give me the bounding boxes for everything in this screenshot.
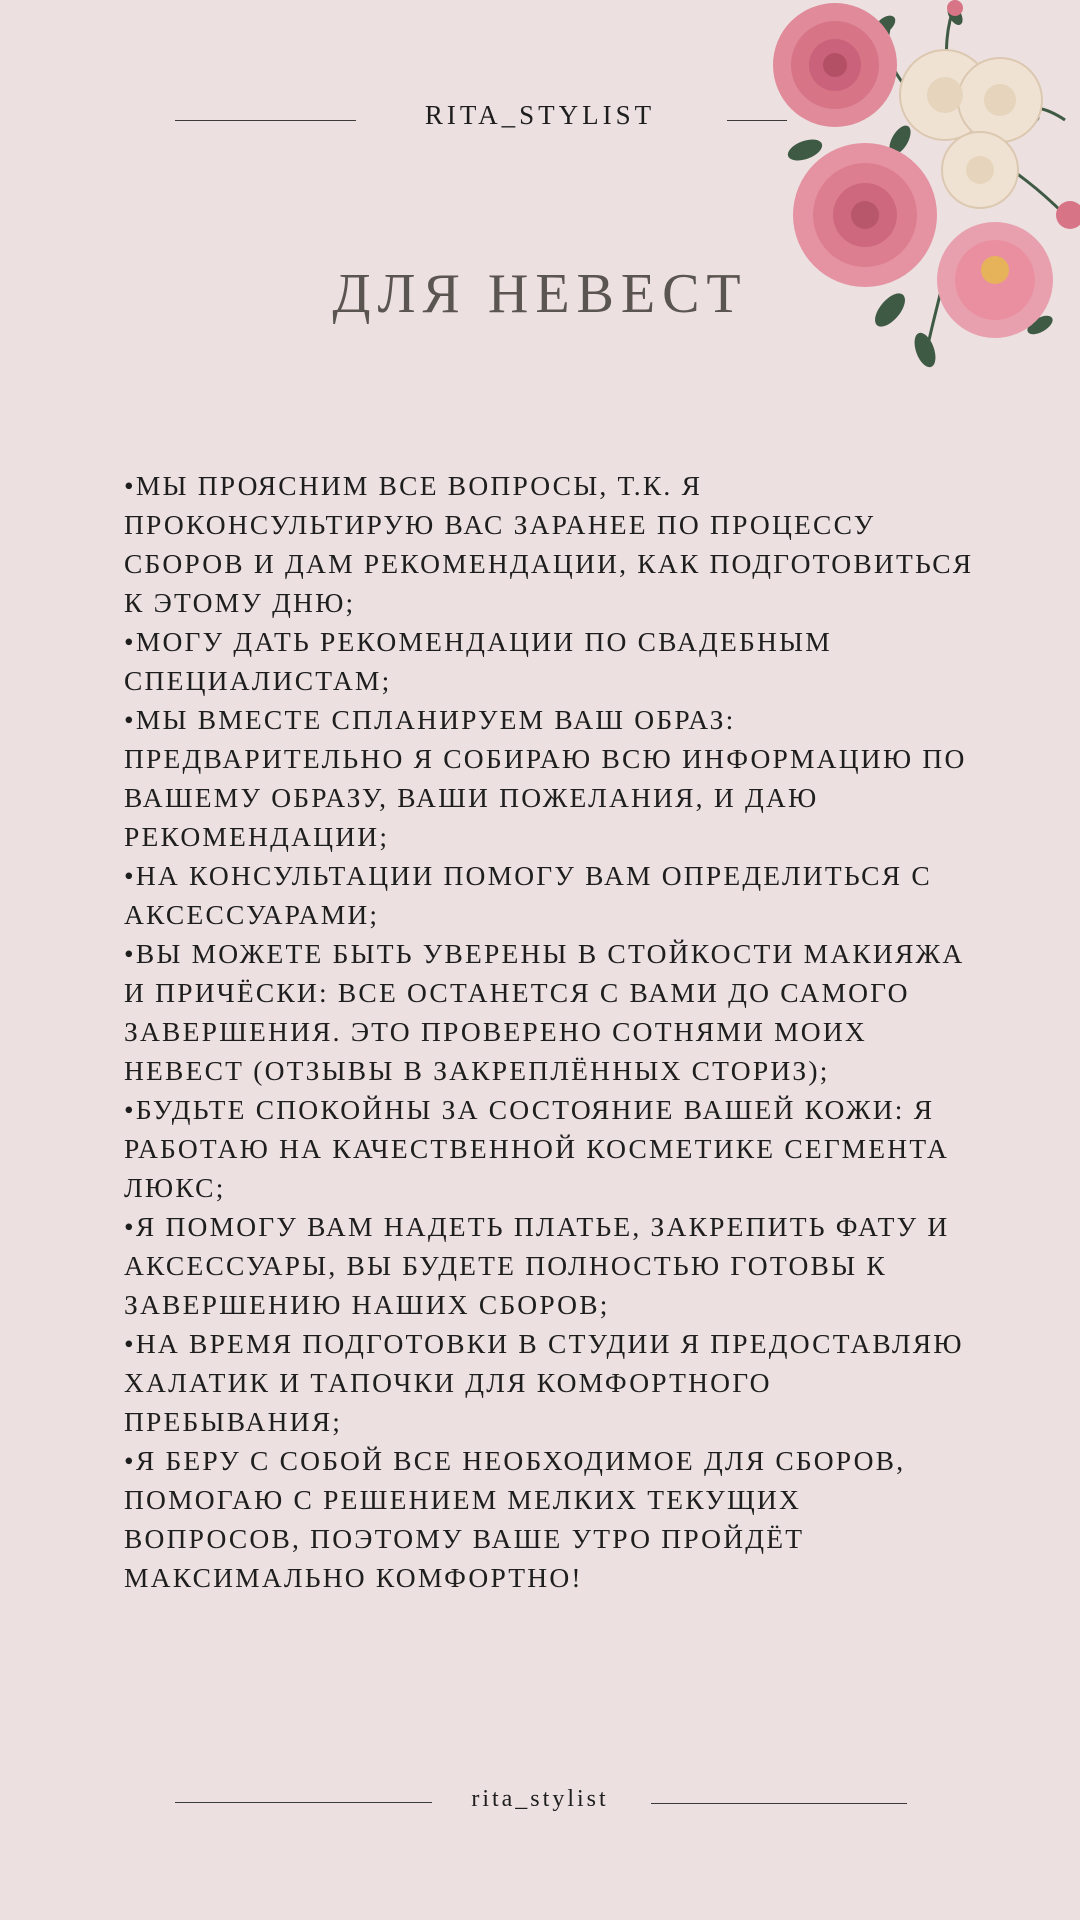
list-item: •Я ПОМОГУ ВАМ НАДЕТЬ ПЛАТЬЕ, ЗАКРЕПИТЬ ФАТУ И АКСЕССУАРЫ, ВЫ БУДЕТЕ ПОЛНОСТЬЮ ГОТОВЫ К ЗАВЕРШЕНИЮ НАШИХ СБОРОВ; (124, 1211, 950, 1320)
benefits-list (124, 466, 984, 1597)
header-brand-name: RITA_STYLIST (424, 100, 656, 130)
header-left-divider (175, 120, 356, 121)
list-item: •НА ВРЕМЯ ПОДГОТОВКИ В СТУДИИ Я ПРЕДОСТАВЛЯЮ ХАЛАТИК И ТАПОЧКИ ДЛЯ КОМФОРТНОГО ПРЕБЫВАНИЯ; (124, 1328, 964, 1437)
list-item: •НА КОНСУЛЬТАЦИИ ПОМОГУ ВАМ ОПРЕДЕЛИТЬСЯ С АКСЕССУАРАМИ; (124, 860, 932, 930)
list-item: •БУДЬТЕ СПОКОЙНЫ ЗА СОСТОЯНИЕ ВАШЕЙ КОЖИ: Я РАБОТАЮ НА КАЧЕСТВЕННОЙ КОСМЕТИКЕ СЕГМЕНТА ЛЮКС; (124, 1094, 950, 1203)
footer-brand-name: rita_stylist (471, 1786, 609, 1812)
footer-left-divider (175, 1802, 432, 1803)
page-title: ДЛЯ НЕВЕСТ (332, 263, 748, 325)
list-item: •Я БЕРУ С СОБОЙ ВСЕ НЕОБХОДИМОЕ ДЛЯ СБОРОВ, ПОМОГАЮ С РЕШЕНИЕМ МЕЛКИХ ТЕКУЩИХ ВОПРОСОВ, ПОЭТОМУ ВАШЕ УТРО ПРОЙДЁТ МАКСИМАЛЬНО КОМФОРТНО! (124, 1445, 906, 1593)
list-item: •МЫ ВМЕСТЕ СПЛАНИРУЕМ ВАШ ОБРАЗ: ПРЕДВАРИТЕЛЬНО Я СОБИРАЮ ВСЮ ИНФОРМАЦИЮ ПО ВАШЕМУ ОБРАЗУ, ВАШИ ПОЖЕЛАНИЯ, И ДАЮ РЕКОМЕНДАЦИИ; (124, 704, 967, 852)
list-item: •МЫ ПРОЯСНИМ ВСЕ ВОПРОСЫ, Т.К. Я ПРОКОНСУЛЬТИРУЮ ВАС ЗАРАНЕЕ ПО ПРОЦЕССУ СБОРОВ И ДАМ РЕКОМЕНДАЦИИ, КАК ПОДГОТОВИТЬСЯ К ЭТОМУ ДНЮ; (124, 470, 974, 618)
list-item: •МОГУ ДАТЬ РЕКОМЕНДАЦИИ ПО СВАДЕБНЫМ СПЕЦИАЛИСТАМ; (124, 626, 832, 696)
list-item: •ВЫ МОЖЕТЕ БЫТЬ УВЕРЕНЫ В СТОЙКОСТИ МАКИЯЖА И ПРИЧЁСКИ: ВСЕ ОСТАНЕТСЯ С ВАМИ ДО САМОГО ЗАВЕРШЕНИЯ. ЭТО ПРОВЕРЕНО СОТНЯМИ МОИХ НЕВЕСТ (ОТЗЫВЫ В ЗАКРЕПЛЁННЫХ СТОРИЗ); (124, 938, 965, 1086)
footer-right-divider (651, 1803, 907, 1804)
